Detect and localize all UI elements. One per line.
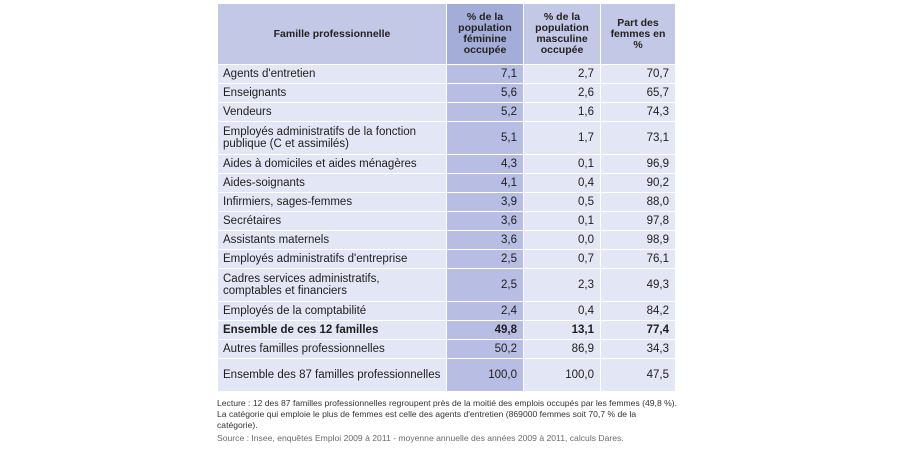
cell-famille: Ensemble des 87 familles professionnelles xyxy=(218,359,447,392)
cell-masculine: 0,5 xyxy=(524,193,601,212)
cell-masculine: 0,1 xyxy=(524,155,601,174)
cell-famille: Secrétaires xyxy=(218,212,447,231)
cell-masculine: 0,1 xyxy=(524,212,601,231)
cell-feminine: 100,0 xyxy=(447,359,524,392)
header-famille: Famille professionnelle xyxy=(218,4,447,65)
cell-famille: Infirmiers, sages-femmes xyxy=(218,193,447,212)
cell-famille: Employés de la comptabilité xyxy=(218,302,447,321)
cell-masculine: 100,0 xyxy=(524,359,601,392)
cell-masculine: 2,7 xyxy=(524,65,601,84)
cell-feminine: 7,1 xyxy=(447,65,524,84)
cell-part-femmes: 84,2 xyxy=(601,302,676,321)
table-row xyxy=(218,231,676,250)
cell-feminine: 2,5 xyxy=(447,250,524,269)
cell-famille: Autres familles professionnelles xyxy=(218,340,447,359)
cell-feminine: 3,9 xyxy=(447,193,524,212)
cell-part-femmes: 65,7 xyxy=(601,84,676,103)
cell-masculine: 1,7 xyxy=(524,122,601,155)
table-row xyxy=(218,174,676,193)
table-row xyxy=(218,302,676,321)
cell-part-femmes: 90,2 xyxy=(601,174,676,193)
cell-masculine: 13,1 xyxy=(524,321,601,340)
cell-part-femmes: 96,9 xyxy=(601,155,676,174)
table-row xyxy=(218,65,676,84)
header-feminine: % de la population féminine occupée xyxy=(447,4,524,65)
table-header-row xyxy=(218,4,676,65)
cell-part-femmes: 49,3 xyxy=(601,269,676,302)
cell-masculine: 0,0 xyxy=(524,231,601,250)
cell-feminine: 49,8 xyxy=(447,321,524,340)
cell-masculine: 86,9 xyxy=(524,340,601,359)
cell-part-femmes: 97,8 xyxy=(601,212,676,231)
cell-part-femmes: 98,9 xyxy=(601,231,676,250)
cell-masculine: 2,6 xyxy=(524,84,601,103)
table-notes xyxy=(217,398,677,444)
cell-masculine: 0,7 xyxy=(524,250,601,269)
cell-part-femmes: 34,3 xyxy=(601,340,676,359)
cell-famille: Employés administratifs d'entreprise xyxy=(218,250,447,269)
cell-famille: Agents d'entretien xyxy=(218,65,447,84)
cell-part-femmes: 88,0 xyxy=(601,193,676,212)
cell-feminine: 3,6 xyxy=(447,231,524,250)
table-row xyxy=(218,340,676,359)
cell-masculine: 2,3 xyxy=(524,269,601,302)
table-row xyxy=(218,155,676,174)
header-part-femmes: Part des femmes en % xyxy=(601,4,676,65)
cell-masculine: 1,6 xyxy=(524,103,601,122)
cell-feminine: 2,5 xyxy=(447,269,524,302)
cell-famille: Aides-soignants xyxy=(218,174,447,193)
table-row xyxy=(218,212,676,231)
cell-famille: Vendeurs xyxy=(218,103,447,122)
cell-famille: Enseignants xyxy=(218,84,447,103)
cell-feminine: 3,6 xyxy=(447,212,524,231)
cell-famille: Assistants maternels xyxy=(218,231,447,250)
cell-feminine: 2,4 xyxy=(447,302,524,321)
table-row xyxy=(218,269,676,302)
table-row xyxy=(218,84,676,103)
cell-part-femmes: 47,5 xyxy=(601,359,676,392)
cell-feminine: 4,3 xyxy=(447,155,524,174)
table-row xyxy=(218,122,676,155)
cell-part-femmes: 74,3 xyxy=(601,103,676,122)
cell-famille: Ensemble de ces 12 familles xyxy=(218,321,447,340)
table-row xyxy=(218,103,676,122)
table-row xyxy=(218,250,676,269)
cell-famille: Aides à domiciles et aides ménagères xyxy=(218,155,447,174)
lecture-note: Lecture : 12 des 87 familles professionnelles regroupent près de la moitié des emplois occupés par les femmes (49,8 %). La catégorie qui emploie le plus de femmes est celle des agents d'entretien (869000 femmes soit 70,7 % de la catégorie). xyxy=(217,398,678,430)
cell-feminine: 4,1 xyxy=(447,174,524,193)
table-row xyxy=(218,359,676,392)
source-note: Source : Insee, enquêtes Emploi 2009 à 2011 - moyenne annuelle des années 2009 à 2011, calculs Dares. xyxy=(217,433,624,443)
cell-masculine: 0,4 xyxy=(524,174,601,193)
cell-part-femmes: 76,1 xyxy=(601,250,676,269)
table-row xyxy=(218,193,676,212)
cell-part-femmes: 73,1 xyxy=(601,122,676,155)
cell-feminine: 5,2 xyxy=(447,103,524,122)
cell-feminine: 50,2 xyxy=(447,340,524,359)
cell-famille: Cadres services administratifs, comptables et financiers xyxy=(218,269,447,302)
table-row xyxy=(218,321,676,340)
cell-part-femmes: 70,7 xyxy=(601,65,676,84)
header-masculine: % de la population masculine occupée xyxy=(524,4,601,65)
professions-table xyxy=(217,3,676,392)
cell-masculine: 0,4 xyxy=(524,302,601,321)
cell-famille: Employés administratifs de la fonction publique (C et assimilés) xyxy=(218,122,447,155)
table-figure xyxy=(217,3,678,444)
cell-feminine: 5,1 xyxy=(447,122,524,155)
cell-feminine: 5,6 xyxy=(447,84,524,103)
cell-part-femmes: 77,4 xyxy=(601,321,676,340)
